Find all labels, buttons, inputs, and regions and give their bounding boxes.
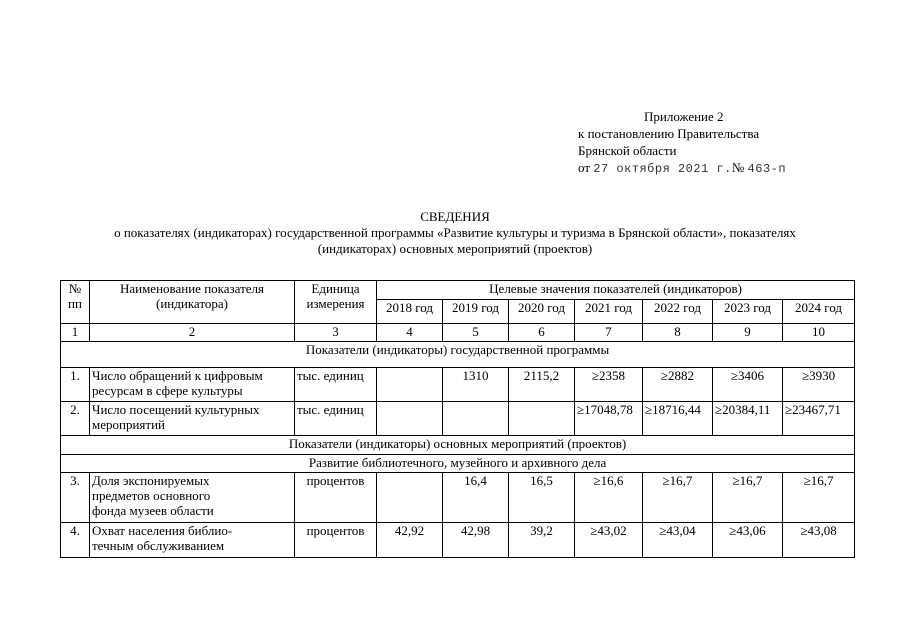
row-name: Число посещений культурных мероприятий [90, 402, 295, 436]
year-header: 2019 год [443, 300, 509, 324]
column-number: 3 [295, 324, 377, 342]
year-header: 2020 год [509, 300, 575, 324]
row-name: Число обращений к цифровым ресурсам в сфере культуры [90, 368, 295, 402]
row-number: 4. [61, 523, 90, 558]
column-number: 7 [575, 324, 643, 342]
column-number-row [61, 324, 855, 342]
year-header: 2024 год [783, 300, 855, 324]
row-value: ≥43,02 [575, 523, 643, 558]
year-header: 2018 год [377, 300, 443, 324]
row-name: Охват населения библио-течным обслуживанием [90, 523, 295, 558]
appendix-line-region: Брянской области [578, 143, 677, 158]
heading-title: СВЕДЕНИЯ [420, 209, 490, 224]
appendix-line-decree: к постановлению Правительства [578, 126, 760, 141]
row-value: 1310 [443, 368, 509, 402]
row-value: ≥16,7 [783, 473, 855, 523]
number-prefix: № [731, 160, 745, 175]
column-number: 5 [443, 324, 509, 342]
table-row [61, 523, 855, 558]
row-value: ≥43,06 [713, 523, 783, 558]
heading-line-2: (индикаторах) основных мероприятий (проектов) [317, 241, 593, 256]
year-header: 2022 год [643, 300, 713, 324]
row-value: ≥2358 [575, 368, 643, 402]
column-number: 2 [90, 324, 295, 342]
indicators-table [60, 280, 855, 558]
row-number: 3. [61, 473, 90, 523]
column-number: 10 [783, 324, 855, 342]
row-value: ≥16,7 [643, 473, 713, 523]
row-value: 39,2 [509, 523, 575, 558]
row-value: ≥3930 [783, 368, 855, 402]
row-value: ≥17048,78 [575, 402, 643, 436]
section-row [61, 342, 855, 368]
row-number: 2. [61, 402, 90, 436]
column-number: 6 [509, 324, 575, 342]
appendix-block [578, 108, 786, 178]
row-value: 16,4 [443, 473, 509, 523]
row-unit: тыс. единиц [295, 402, 377, 436]
row-value [509, 402, 575, 436]
date-prefix: от [578, 160, 591, 175]
number-typed: 463-п [747, 162, 787, 176]
row-name: Доля экспонируемых предметов основного фонда музеев области [90, 473, 295, 523]
row-unit: тыс. единиц [295, 368, 377, 402]
row-value: ≥2882 [643, 368, 713, 402]
header-row-1 [61, 281, 855, 300]
header-unit: Единица измерения [295, 281, 377, 324]
row-unit: процентов [295, 523, 377, 558]
header-no: № пп [61, 281, 90, 324]
year-header: 2023 год [713, 300, 783, 324]
row-value [377, 368, 443, 402]
row-number: 1. [61, 368, 90, 402]
heading-line-1: о показателях (индикаторах) государственной программы «Развитие культуры и туризма в Брянской области», показателях [114, 225, 796, 240]
row-value: ≥43,08 [783, 523, 855, 558]
row-value: 16,5 [509, 473, 575, 523]
table-row [61, 473, 855, 523]
row-value [443, 402, 509, 436]
header-targets: Целевые значения показателей (индикаторов) [377, 281, 855, 300]
subsection-library: Развитие библиотечного, музейного и архивного дела [61, 455, 855, 473]
column-number: 4 [377, 324, 443, 342]
column-number: 8 [643, 324, 713, 342]
header-name: Наименование показателя (индикатора) [90, 281, 295, 324]
row-value: ≥20384,11 [713, 402, 783, 436]
section-program: Показатели (индикаторы) государственной программы [61, 342, 855, 368]
appendix-date-line [578, 159, 786, 178]
row-value: ≥3406 [713, 368, 783, 402]
appendix-title: Приложение 2 [644, 109, 724, 124]
subsection-row [61, 455, 855, 473]
row-value: ≥16,6 [575, 473, 643, 523]
row-value: ≥43,04 [643, 523, 713, 558]
row-unit: процентов [295, 473, 377, 523]
year-header: 2021 год [575, 300, 643, 324]
document-heading [40, 209, 870, 257]
row-value [377, 402, 443, 436]
row-value: ≥18716,44 [643, 402, 713, 436]
table-row [61, 368, 855, 402]
row-value: 2115,2 [509, 368, 575, 402]
table-row [61, 402, 855, 436]
section-events: Показатели (индикаторы) основных мероприятий (проектов) [61, 436, 855, 455]
row-value: ≥23467,71 [783, 402, 855, 436]
row-value [377, 473, 443, 523]
date-typed: 27 октября 2021 г. [593, 162, 732, 176]
section-row [61, 436, 855, 455]
row-value: ≥16,7 [713, 473, 783, 523]
row-value: 42,92 [377, 523, 443, 558]
column-number: 9 [713, 324, 783, 342]
row-value: 42,98 [443, 523, 509, 558]
column-number: 1 [61, 324, 90, 342]
